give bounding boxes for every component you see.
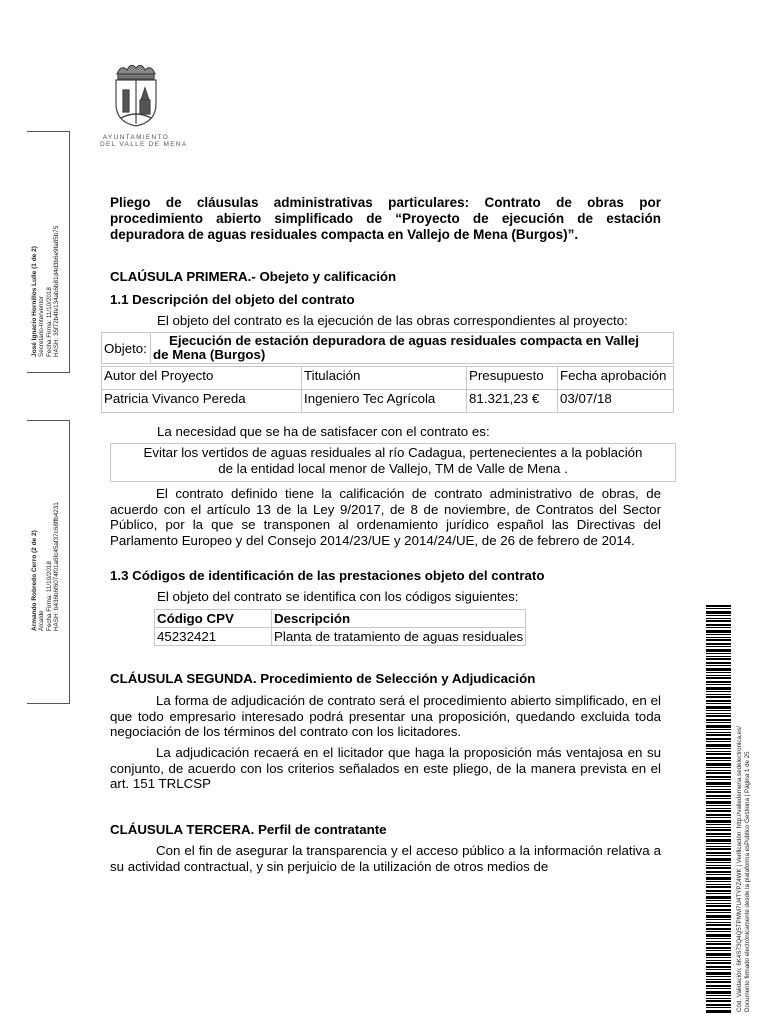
- project-table: [101, 332, 674, 364]
- signer-1-date: Fecha Firma: 11/10/2018: [45, 287, 53, 357]
- clausula-segunda-p1: La forma de adjudicación de contrato será el procedimiento abierto simplificado, en el que todo empresario interesado podrá presentar una proposición, quedando excluida toda negociación de los términos del contrato con los licitadores.: [110, 693, 661, 739]
- value-autor: Patricia Vivanco Pereda: [102, 390, 302, 413]
- value-titulacion: Ingeniero Tec Agrícola: [302, 390, 467, 413]
- validation-barcode: [706, 605, 731, 1014]
- table-row: [102, 367, 674, 390]
- cpv-table: [154, 609, 526, 646]
- cpv-header-code: Código CPV: [155, 610, 272, 628]
- objeto-intro: El objeto del contrato es la ejecución de las obras correspondientes al proyecto:: [157, 313, 628, 328]
- section-1-3-heading: 1.3 Códigos de identificación de las prestaciones objeto del contrato: [110, 568, 545, 583]
- cpv-code: 45232421: [155, 628, 272, 646]
- objeto-label: Objeto:: [102, 333, 151, 364]
- signature-1-text: [31, 226, 61, 357]
- objeto-line-2: de Mena (Burgos): [153, 347, 266, 362]
- section-1-1-heading: 1.1 Descripción del objeto del contrato: [110, 292, 355, 307]
- calificacion-paragraph: El contrato definido tiene la calificación de contrato administrativo de obras, de acuerdo con el artículo 13 de la Ley 9/2017, de 8 de noviembre, de Contratos del Sector Público, por la que se transponen al ordenamiento jurídico español las Directivas del Parlamento Europeo y del Consejo 2014/23/UE y 2014/24/UE, de 26 de febrero de 2014.: [110, 486, 661, 548]
- signature-box-2: [27, 420, 70, 704]
- signature-box-1: [27, 131, 70, 373]
- validation-side-text: [736, 726, 751, 1012]
- necesidad-line-1: Evitar los vertidos de aguas residuales al río Cadagua, pertenecientes a la población: [143, 445, 643, 460]
- signer-1-role: Secretario-Interventor: [38, 296, 46, 357]
- project-details-table: [101, 366, 674, 413]
- signer-2-date: Fecha Firma: 11/10/2018: [45, 561, 53, 631]
- header-presupuesto: Presupuesto: [467, 367, 558, 390]
- header-fecha: Fecha aprobación: [558, 367, 674, 390]
- cpv-header-desc: Descripción: [272, 610, 526, 628]
- signer-2-name: Armando Robredo Cerro (2 de 2): [31, 530, 38, 631]
- objeto-line-1: Ejecución de estación depuradora de aguas residuales compacta en Vallej: [169, 333, 640, 348]
- value-fecha: 03/07/18: [558, 390, 674, 413]
- header-titulacion: Titulación: [302, 367, 467, 390]
- signer-1-hash: HASH: 35f72b4fe134ab6b81d4d3b6e9fa85b75: [53, 225, 61, 357]
- signer-1-name: José Ignacio Hornillos Lulle (1 de 2): [31, 246, 38, 357]
- cpv-intro: El objeto del contrato se identifica con los códigos siguientes:: [157, 589, 519, 604]
- coat-of-arms-icon: [107, 60, 165, 128]
- clausula-tercera-heading: CLÁUSULA TERCERA. Perfil de contratante: [110, 822, 387, 837]
- signer-2-hash: HASH: b436b6f6074f01a6fc45af37c68ffb4231: [53, 502, 61, 631]
- logo-text-line2: DEL VALLE DE MENA: [100, 141, 188, 148]
- clausula-segunda-heading: CLÁUSULA SEGUNDA. Procedimiento de Selección y Adjudicación: [110, 671, 536, 686]
- necesidad-intro: La necesidad que se ha de satisfacer con el contrato es:: [157, 424, 490, 439]
- clausula-primera-heading: CLAÚSULA PRIMERA.- Obejeto y calificación: [110, 269, 397, 284]
- signature-2-text: [31, 502, 61, 631]
- necesidad-line-2: de la entidad local menor de Vallejo, TM de Valle de Mena .: [218, 461, 568, 476]
- table-row: [102, 390, 674, 413]
- signer-2-role: Alcalde: [38, 610, 46, 631]
- document-title: Pliego de cláusulas administrativas particulares: Contrato de obras por procedimiento abierto simplificado de “Proyecto de ejecución de estación depuradora de aguas residuales compacta en Vallejo de Mena (Burgos)”.: [110, 195, 661, 242]
- table-row: [155, 610, 526, 628]
- clausula-tercera-p1: Con el fin de asegurar la transparencia y el acceso público a la información relativa a su actividad contractual, y sin perjuicio de la utilización de otros medios de: [110, 843, 661, 874]
- municipal-logo: [100, 60, 188, 150]
- value-presupuesto: 81.321,23 €: [467, 390, 558, 413]
- header-autor: Autor del Proyecto: [102, 367, 302, 390]
- objeto-row: [102, 333, 674, 364]
- logo-text-line1: AYUNTAMIENTO: [102, 134, 170, 141]
- cpv-description: Planta de tratamiento de aguas residuales: [272, 628, 526, 646]
- validation-line-1: Cód. Validación: 6K4S73Q4Q5TPMM7U4TYPZ4WK | Verificación: http://valledemena.sedelectronica.es/: [736, 726, 743, 1012]
- clausula-segunda-p2: La adjudicación recaerá en el licitador que haga la proposición más ventajosa en su conjunto, de acuerdo con los criterios señalados en este pliego, de la manera prevista en el art. 151 TRLCSP: [110, 745, 661, 791]
- objeto-value: [151, 333, 674, 364]
- table-row: [155, 628, 526, 646]
- necesidad-box: [110, 443, 676, 482]
- validation-line-2: Documento firmado electrónicamente desde la plataforma esPublico Gestiona | Página 1 de 25: [743, 751, 751, 1012]
